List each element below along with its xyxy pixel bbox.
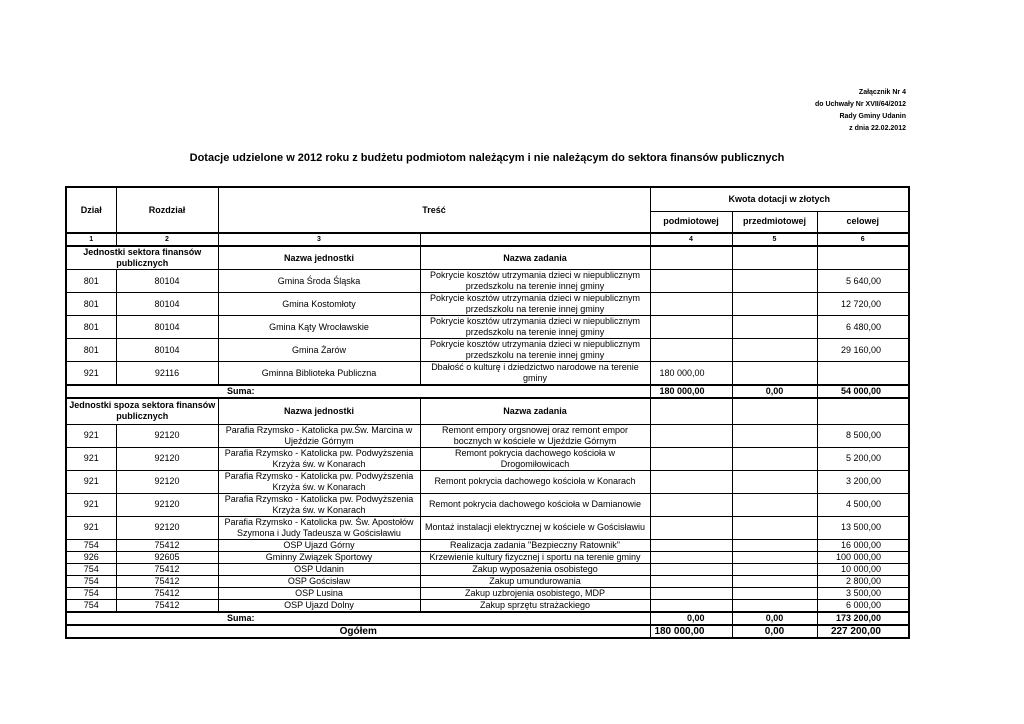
cell-podmiotowej [650, 599, 732, 612]
cell-celowej: 5 640,00 [817, 270, 909, 293]
cell-celowej: 6 000,00 [817, 599, 909, 612]
table-row [66, 470, 909, 493]
cell-dzial: 801 [66, 316, 116, 339]
cell-zadanie: Zakup umundurowania [420, 575, 650, 587]
cell-podmiotowej [650, 563, 732, 575]
empty-cell [817, 398, 909, 424]
section2-header-row [66, 398, 909, 424]
cell-jednostka: Gmina Kostomłoty [218, 293, 420, 316]
cell-rozdzial: 75412 [116, 575, 218, 587]
cell-przedmiotowej [732, 599, 817, 612]
total-podmiotowej: 180 000,00 [650, 625, 732, 638]
cell-jednostka: OSP Gościsław [218, 575, 420, 587]
section2-sum-przedmiotowej: 0,00 [732, 612, 817, 625]
cell-zadanie: Realizacja zadania "Bezpieczny Ratownik" [420, 539, 650, 551]
cell-rozdzial: 80104 [116, 270, 218, 293]
cell-przedmiotowej [732, 551, 817, 563]
section2-sum-podmiotowej: 0,00 [650, 612, 732, 625]
page-title: Dotacje udzielone w 2012 roku z budżetu podmiotom należącym i nie należącym do sektora finansów publicznych [189, 152, 785, 164]
cell-jednostka: OSP Udanin [218, 563, 420, 575]
cell-jednostka: Parafia Rzymsko - Katolicka pw. Podwyższenia Krzyża św. w Konarach [218, 470, 420, 493]
header-num-4: 4 [650, 233, 732, 246]
cell-podmiotowej [650, 516, 732, 539]
table-row [66, 493, 909, 516]
header-num-blank [420, 233, 650, 246]
cell-dzial: 801 [66, 293, 116, 316]
cell-celowej: 13 500,00 [817, 516, 909, 539]
cell-rozdzial: 80104 [116, 339, 218, 362]
table-row [66, 447, 909, 470]
cell-celowej: 100 000,00 [817, 551, 909, 563]
cell-podmiotowej [650, 493, 732, 516]
cell-celowej: 12 720,00 [817, 293, 909, 316]
cell-przedmiotowej [732, 493, 817, 516]
header-num-6: 6 [817, 233, 909, 246]
annex-number: Załącznik Nr 4 [858, 89, 906, 96]
cell-dzial: 926 [66, 551, 116, 563]
cell-zadanie: Dbałość o kulturę i dziedzictwo narodowe na terenie gminy [420, 362, 650, 386]
cell-przedmiotowej [732, 293, 817, 316]
cell-celowej: 8 500,00 [817, 424, 909, 447]
section1-sum-label: Suma: [66, 385, 650, 398]
cell-jednostka: Parafia Rzymsko - Katolicka pw. Św. Apostołów Szymona i Judy Tadeusza w Gościsławiu [218, 516, 420, 539]
cell-przedmiotowej [732, 339, 817, 362]
cell-rozdzial: 92605 [116, 551, 218, 563]
header-celowej: celowej [817, 211, 909, 233]
cell-dzial: 921 [66, 424, 116, 447]
cell-zadanie: Pokrycie kosztów utrzymania dzieci w niepublicznym przedszkolu na terenie innej gminy [420, 293, 650, 316]
cell-podmiotowej [650, 551, 732, 563]
annex-council: Rady Gminy Udanin [839, 113, 906, 120]
cell-przedmiotowej [732, 424, 817, 447]
cell-dzial: 754 [66, 563, 116, 575]
table-row [66, 516, 909, 539]
cell-podmiotowej: 180 000,00 [650, 362, 732, 386]
header-num-2: 2 [116, 233, 218, 246]
header-rozdzial: Rozdział [116, 187, 218, 233]
header-podmiotowej: podmiotowej [650, 211, 732, 233]
cell-rozdzial: 92116 [116, 362, 218, 386]
header-num-5: 5 [732, 233, 817, 246]
cell-podmiotowej [650, 424, 732, 447]
cell-celowej [817, 362, 909, 386]
annex-resolution: do Uchwały Nr XVII/64/2012 [814, 101, 906, 108]
cell-rozdzial: 92120 [116, 447, 218, 470]
cell-celowej: 3 500,00 [817, 587, 909, 599]
section2-sum-celowej: 173 200,00 [817, 612, 909, 625]
cell-jednostka: Parafia Rzymsko - Katolicka pw. Podwyższenia Krzyża św. w Konarach [218, 447, 420, 470]
table-row [66, 563, 909, 575]
cell-przedmiotowej [732, 587, 817, 599]
section1-sum-row [66, 385, 909, 398]
cell-przedmiotowej [732, 575, 817, 587]
cell-przedmiotowej [732, 447, 817, 470]
cell-dzial: 754 [66, 575, 116, 587]
cell-dzial: 801 [66, 270, 116, 293]
section1-sum-podmiotowej: 180 000,00 [650, 385, 732, 398]
table-row [66, 362, 909, 386]
table-row [66, 575, 909, 587]
cell-podmiotowej [650, 575, 732, 587]
cell-dzial: 754 [66, 539, 116, 551]
cell-jednostka: OSP Ujazd Dolny [218, 599, 420, 612]
cell-jednostka: Gmina Kąty Wrocławskie [218, 316, 420, 339]
total-label: Ogółem [66, 625, 650, 638]
cell-dzial: 921 [66, 447, 116, 470]
cell-zadanie: Montaż instalacji elektrycznej w kościele w Gościsławiu [420, 516, 650, 539]
cell-dzial: 801 [66, 339, 116, 362]
cell-rozdzial: 92120 [116, 424, 218, 447]
cell-przedmiotowej [732, 563, 817, 575]
grants-table [65, 186, 910, 639]
total-przedmiotowej: 0,00 [732, 625, 817, 638]
section2-sum-label: Suma: [66, 612, 650, 625]
cell-celowej: 6 480,00 [817, 316, 909, 339]
cell-celowej: 16 000,00 [817, 539, 909, 551]
cell-jednostka: OSP Lusina [218, 587, 420, 599]
cell-przedmiotowej [732, 516, 817, 539]
cell-rozdzial: 75412 [116, 563, 218, 575]
cell-podmiotowej [650, 293, 732, 316]
cell-jednostka: Gmina Środa Śląska [218, 270, 420, 293]
cell-rozdzial: 80104 [116, 316, 218, 339]
section2-label: Jednostki spoza sektora finansów publicznych [66, 398, 218, 424]
cell-rozdzial: 80104 [116, 293, 218, 316]
empty-cell [650, 398, 732, 424]
cell-celowej: 29 160,00 [817, 339, 909, 362]
cell-przedmiotowej [732, 270, 817, 293]
cell-rozdzial: 92120 [116, 516, 218, 539]
table-row [66, 316, 909, 339]
cell-jednostka: Parafia Rzymsko - Katolicka pw. Podwyższenia Krzyża św. w Konarach [218, 493, 420, 516]
table-row [66, 587, 909, 599]
cell-zadanie: Pokrycie kosztów utrzymania dzieci w niepublicznym przedszkolu na terenie innej gminy [420, 270, 650, 293]
cell-celowej: 2 800,00 [817, 575, 909, 587]
total-celowej: 227 200,00 [817, 625, 909, 638]
cell-jednostka: OSP Ujazd Górny [218, 539, 420, 551]
cell-zadanie: Pokrycie kosztów utrzymania dzieci w niepublicznym przedszkolu na terenie innej gminy [420, 316, 650, 339]
cell-podmiotowej [650, 316, 732, 339]
table-row [66, 599, 909, 612]
section1-col-jednostka: Nazwa jednostki [218, 246, 420, 270]
table-row [66, 424, 909, 447]
section1-label: Jednostki sektora finansów publicznych [66, 246, 218, 270]
cell-jednostka: Gminny Związek Sportowy [218, 551, 420, 563]
section1-sum-przedmiotowej: 0,00 [732, 385, 817, 398]
cell-podmiotowej [650, 587, 732, 599]
cell-podmiotowej [650, 470, 732, 493]
cell-zadanie: Remont pokrycia dachowego kościoła w Konarach [420, 470, 650, 493]
cell-przedmiotowej [732, 316, 817, 339]
header-dzial: Dział [66, 187, 116, 233]
cell-zadanie: Remont pokrycia dachowego kościoła w Damianowie [420, 493, 650, 516]
table-row [66, 539, 909, 551]
header-kwota: Kwota dotacji w złotych [650, 187, 909, 211]
cell-rozdzial: 92120 [116, 493, 218, 516]
cell-dzial: 921 [66, 516, 116, 539]
section1-col-zadanie: Nazwa zadania [420, 246, 650, 270]
cell-rozdzial: 75412 [116, 599, 218, 612]
cell-dzial: 921 [66, 362, 116, 386]
cell-celowej: 3 200,00 [817, 470, 909, 493]
empty-cell [817, 246, 909, 270]
cell-przedmiotowej [732, 539, 817, 551]
empty-cell [732, 246, 817, 270]
cell-jednostka: Parafia Rzymsko - Katolicka pw.Św. Marcina w Ujeździe Górnym [218, 424, 420, 447]
cell-podmiotowej [650, 270, 732, 293]
cell-podmiotowej [650, 539, 732, 551]
header-tresc: Treść [218, 187, 650, 233]
table-row [66, 293, 909, 316]
table-row [66, 339, 909, 362]
header-num-1: 1 [66, 233, 116, 246]
cell-zadanie: Zakup sprzętu strażackiego [420, 599, 650, 612]
cell-zadanie: Zakup uzbrojenia osobistego, MDP [420, 587, 650, 599]
section2-sum-row [66, 612, 909, 625]
header-num-3: 3 [218, 233, 420, 246]
cell-rozdzial: 92120 [116, 470, 218, 493]
cell-celowej: 4 500,00 [817, 493, 909, 516]
cell-dzial: 754 [66, 599, 116, 612]
cell-jednostka: Gmina Żarów [218, 339, 420, 362]
cell-zadanie: Pokrycie kosztów utrzymania dzieci w niepublicznym przedszkolu na terenie innej gminy [420, 339, 650, 362]
cell-celowej: 5 200,00 [817, 447, 909, 470]
annex-date: z dnia 22.02.2012 [849, 125, 906, 132]
section1-sum-celowej: 54 000,00 [817, 385, 909, 398]
cell-zadanie: Remont pokrycia dachowego kościoła w Drogomiłowicach [420, 447, 650, 470]
cell-przedmiotowej [732, 362, 817, 386]
cell-zadanie: Zakup wyposażenia osobistego [420, 563, 650, 575]
cell-podmiotowej [650, 339, 732, 362]
cell-podmiotowej [650, 447, 732, 470]
section2-col-zadanie: Nazwa zadania [420, 398, 650, 424]
cell-rozdzial: 75412 [116, 539, 218, 551]
cell-dzial: 754 [66, 587, 116, 599]
table-row [66, 551, 909, 563]
total-row [66, 625, 909, 638]
header-przedmiotowej: przedmiotowej [732, 211, 817, 233]
cell-jednostka: Gminna Biblioteka Publiczna [218, 362, 420, 386]
annex-header [815, 87, 906, 135]
empty-cell [732, 398, 817, 424]
cell-celowej: 10 000,00 [817, 563, 909, 575]
section2-col-jednostka: Nazwa jednostki [218, 398, 420, 424]
cell-rozdzial: 75412 [116, 587, 218, 599]
empty-cell [650, 246, 732, 270]
cell-przedmiotowej [732, 470, 817, 493]
cell-zadanie: Krzewienie kultury fizycznej i sportu na terenie gminy [420, 551, 650, 563]
cell-zadanie: Remont empory orgsnowej oraz remont empor bocznych w kościele w Ujeździe Górnym [420, 424, 650, 447]
cell-dzial: 921 [66, 493, 116, 516]
table-row [66, 270, 909, 293]
cell-dzial: 921 [66, 470, 116, 493]
